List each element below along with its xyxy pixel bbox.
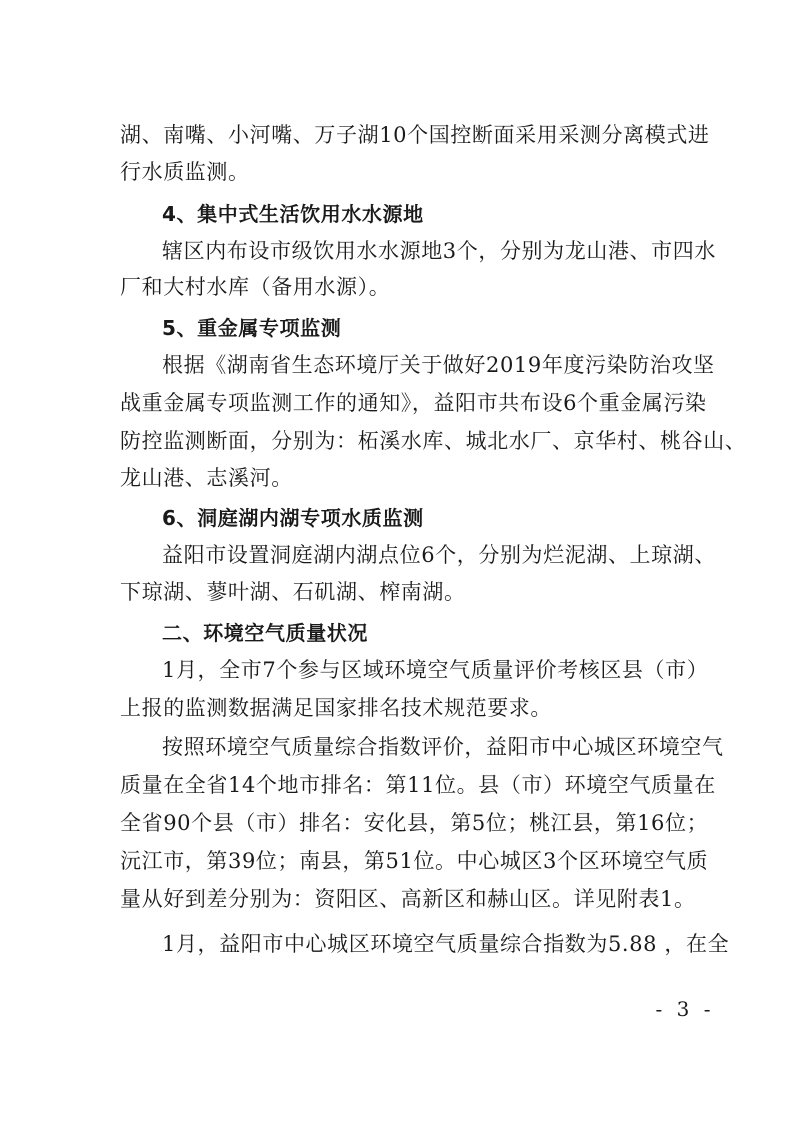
section-heading: 5、重金属专项监测 (162, 316, 342, 340)
paragraph-line: 质量在全省14个地市排名：第11位。县（市）环境空气质量在 (120, 773, 716, 797)
paragraph-line: 上报的监测数据满足国家排名技术规范要求。 (120, 696, 552, 720)
section-heading: 4、集中式生活饮用水水源地 (162, 202, 424, 226)
paragraph-line: 行水质监测。 (120, 160, 250, 184)
paragraph-line: 1月，益阳市中心城区环境空气质量综合指数为5.88 ，在全 (162, 932, 730, 956)
section-heading: 6、洞庭湖内湖专项水质监测 (162, 506, 424, 530)
paragraph-line: 下琼湖、蓼叶湖、石矶湖、榨南湖。 (120, 580, 466, 604)
paragraph-line: 湖、南嘴、小河嘴、万子湖10个国控断面采用采测分离模式进 (120, 123, 710, 147)
paragraph-line: 辖区内布设市级饮用水水源地3个，分别为龙山港、市四水 (162, 239, 716, 263)
section-heading: 二、环境空气质量状况 (162, 621, 368, 645)
paragraph-line: 沅江市，第39位；南县，第51位。中心城区3个区环境空气质 (120, 849, 709, 873)
paragraph-line: 根据《湖南省生态环境厅关于做好2019年度污染防治攻坚 (162, 353, 715, 377)
paragraph-line: 厂和大村水库（备用水源）。 (120, 275, 391, 299)
paragraph-line: 战重金属专项监测工作的通知》，益阳市共布设6个重金属污染 (120, 391, 707, 415)
paragraph-line: 量从好到差分别为：资阳区、高新区和赫山区。详见附表1。 (120, 887, 696, 911)
paragraph-line: 1月，全市7个参与区域环境空气质量评价考核区县（市） (162, 658, 709, 682)
paragraph-line: 防控监测断面，分别为：柘溪水库、城北水厂、京华村、桃谷山、 (120, 429, 747, 453)
paragraph-line: 益阳市设置洞庭湖内湖点位6个，分别为烂泥湖、上琼湖、 (162, 543, 716, 567)
paragraph-line: 全省90个县（市）排名：安化县，第5位；桃江县，第16位； (120, 811, 709, 835)
paragraph-line: 按照环境空气质量综合指数评价，益阳市中心城区环境空气 (162, 735, 724, 759)
paragraph-line: 龙山港、志溪河。 (120, 466, 293, 490)
page-number: - 3 - (655, 997, 715, 1021)
